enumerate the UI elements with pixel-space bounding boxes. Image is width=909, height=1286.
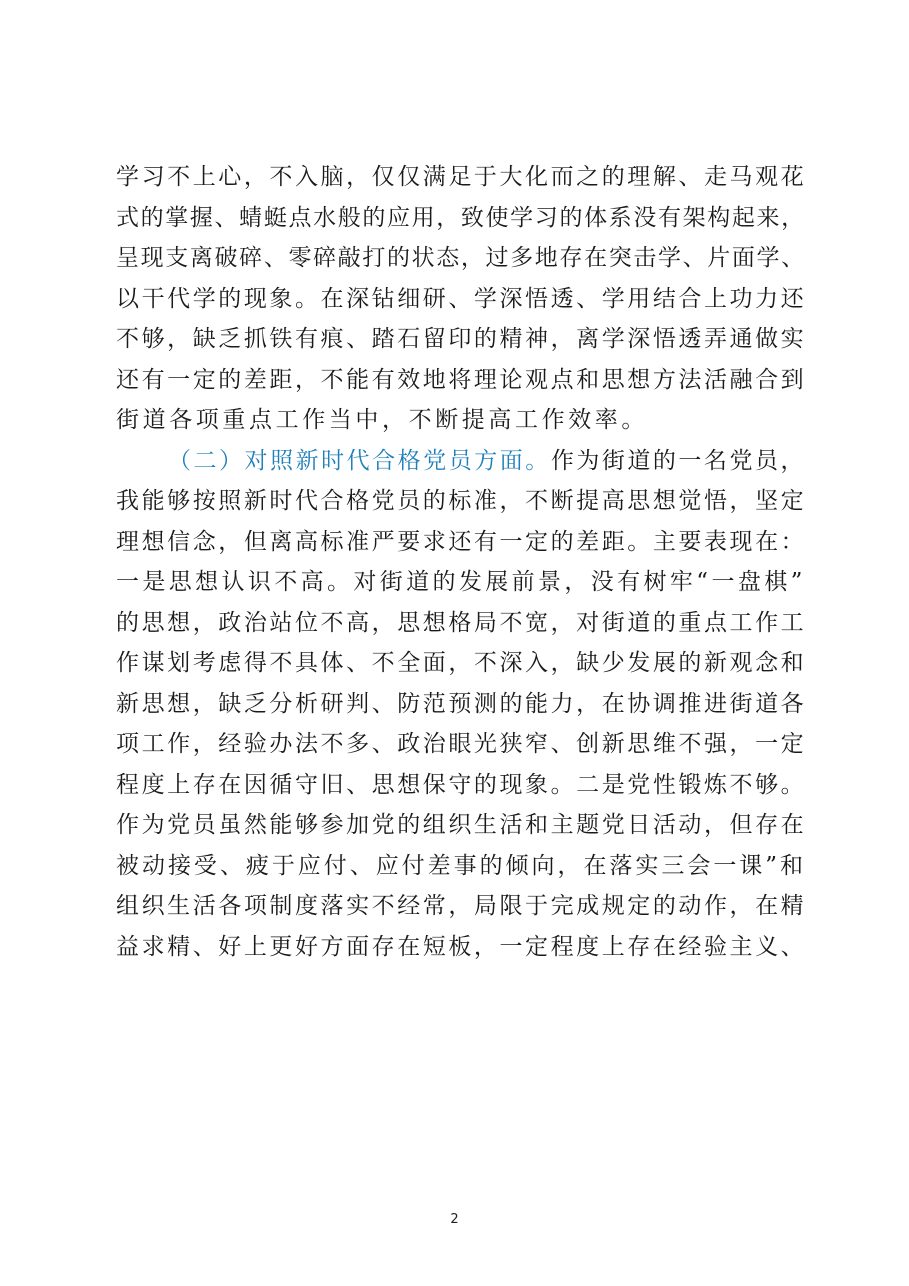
text-line: 作谋划考虑得不具体、不全面，不深入，缺少发展的新观念和 xyxy=(116,650,807,676)
text-line: 益求精、好上更好方面存在短板，一定程度上存在经验主义、 xyxy=(116,933,807,960)
page-number: 2 xyxy=(450,1212,459,1227)
text-line: 以干代学的现象。在深钻细研、学深悟透、学用结合上功力还 xyxy=(116,285,807,312)
text-line: 新思想，缺乏分析研判、防范预测的能力，在协调推进街道各 xyxy=(116,690,807,717)
text-line: 我能够按照新时代合格党员的标准，不断提高思想觉悟，坚定 xyxy=(116,488,807,514)
text-line: 作为党员虽然能够参加党的组织生活和主题党日活动，但存在 xyxy=(116,812,807,838)
text-line: 呈现支离破碎、零碎敲打的状态，过多地存在突击学、片面学、 xyxy=(116,245,806,271)
text-line: 项工作，经验办法不多、政治眼光狭窄、创新思维不强，一定 xyxy=(116,731,807,757)
text-line: 街道各项重点工作当中，不断提高工作效率。 xyxy=(116,407,648,433)
text-line: 的思想，政治站位不高，思想格局不宽，对街道的重点工作工 xyxy=(116,609,807,636)
text-line: 一是思想认识不高。对街道的发展前景，没有树牢“一盘棋” xyxy=(116,569,806,595)
text-line: 被动接受、疲于应付、应付差事的倾向，在落实三会一课”和 xyxy=(116,852,806,879)
document-body xyxy=(116,157,806,967)
text-line: 学习不上心，不入脑，仅仅满足于大化而之的理解、走马观花 xyxy=(116,164,807,190)
text-line: 不够，缺乏抓铁有痕、踏石留印的精神，离学深悟透弄通做实 xyxy=(116,326,807,352)
text-line: 组织生活各项制度落实不经常，局限于完成规定的动作，在精 xyxy=(116,893,807,919)
text-line: 理想信念，但离高标准严要求还有一定的差距。主要表现在： xyxy=(116,528,807,555)
text-line-continuation: 作为街道的一名党员， xyxy=(550,447,807,474)
section-heading-line xyxy=(116,441,806,482)
text-line: 式的掌握、蜻蜓点水般的应用，致使学习的体系没有架构起来， xyxy=(116,204,806,231)
text-line: 程度上存在因循守旧、思想保守的现象。二是党性锻炼不够。 xyxy=(116,771,807,798)
text-line: 还有一定的差距，不能有效地将理论观点和思想方法活融合到 xyxy=(116,366,807,393)
section-heading: （二）对照新时代合格党员方面。 xyxy=(168,447,551,474)
